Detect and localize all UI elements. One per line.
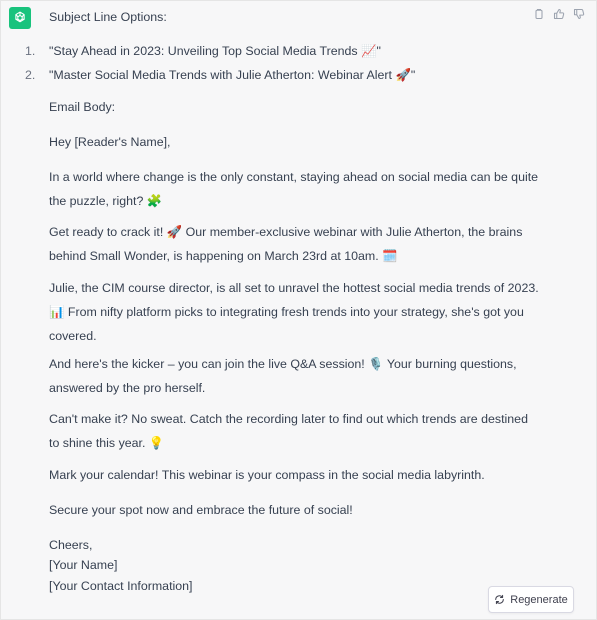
thumbs-down-icon[interactable] xyxy=(572,7,586,21)
regenerate-button[interactable] xyxy=(488,586,574,613)
list-number: 2. xyxy=(25,68,36,82)
paragraph: Mark your calendar! This webinar is your compass in the social media labyrinth. xyxy=(49,468,485,482)
greeting: Hey [Reader's Name], xyxy=(49,135,171,149)
paragraph: In a world where change is the only constant, staying ahead on social media can be quite the puzzle, right? 🧩 xyxy=(49,170,539,208)
subject-list xyxy=(25,39,415,87)
refresh-icon xyxy=(494,594,505,605)
subject-heading: Subject Line Options: xyxy=(49,10,167,24)
subject-text: "Master Social Media Trends with Julie Atherton: Webinar Alert 🚀" xyxy=(49,68,416,82)
paragraph: And here's the kicker – you can join the live Q&A session! 🎙️ Your burning questions, answered by the pro herself. xyxy=(49,357,517,395)
message-actions xyxy=(532,7,586,21)
regenerate-label: Regenerate xyxy=(510,593,568,606)
contact-placeholder: [Your Contact Information] xyxy=(49,579,193,593)
list-item xyxy=(25,39,415,63)
name-placeholder: [Your Name] xyxy=(49,558,118,572)
email-body-label: Email Body: xyxy=(49,100,116,114)
subject-text: "Stay Ahead in 2023: Unveiling Top Social Media Trends 📈" xyxy=(49,44,381,58)
thumbs-up-icon[interactable] xyxy=(552,7,566,21)
copy-icon[interactable] xyxy=(532,7,546,21)
openai-logo-icon xyxy=(12,10,28,26)
signoff: Cheers, xyxy=(49,538,93,552)
assistant-avatar xyxy=(9,7,31,29)
paragraph: Julie, the CIM course director, is all set to unravel the hottest social media trends of 2023. 📊 From nifty platform picks to integrating fresh trends into your strategy, she's got you covered. xyxy=(49,281,539,343)
paragraph: Secure your spot now and embrace the future of social! xyxy=(49,503,353,517)
list-item xyxy=(25,63,415,87)
paragraph: Can't make it? No sweat. Catch the recording later to find out which trends are destined to shine this year. 💡 xyxy=(49,412,528,450)
list-number: 1. xyxy=(25,44,36,58)
paragraph: Get ready to crack it! 🚀 Our member-exclusive webinar with Julie Atherton, the brains behind Small Wonder, is happening on March 23rd at 10am. 🗓️ xyxy=(49,225,523,263)
